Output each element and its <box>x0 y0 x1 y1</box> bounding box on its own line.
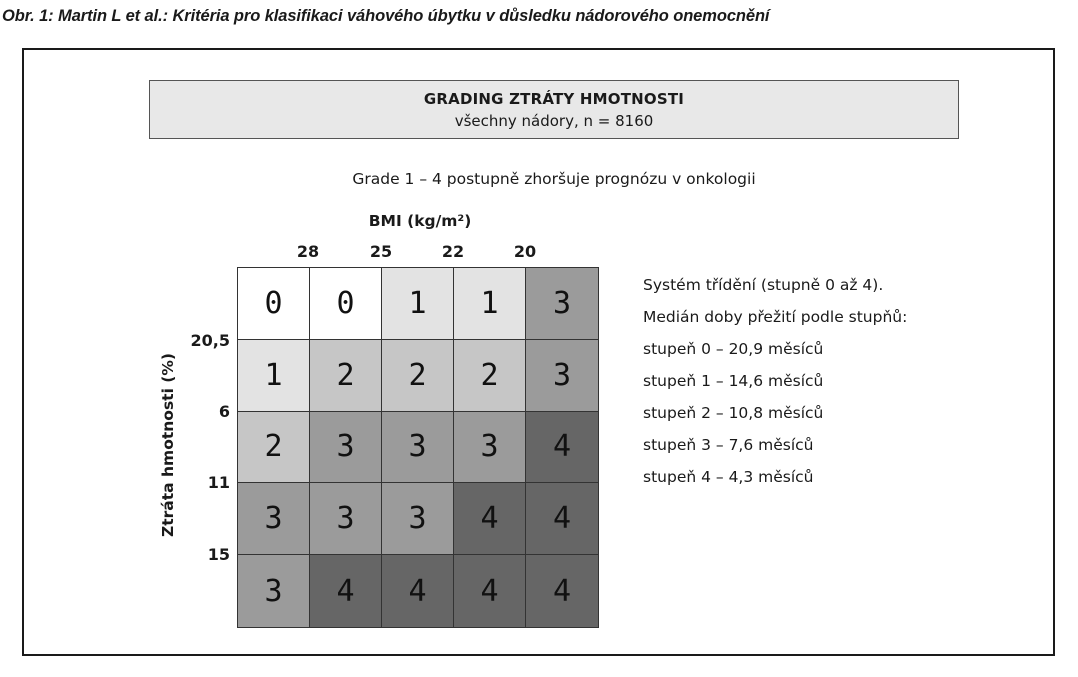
x-tick-25: 25 <box>369 242 393 261</box>
grade-cell: 3 <box>382 412 454 484</box>
grade-cell: 2 <box>454 340 526 412</box>
grade-cell: 4 <box>310 555 382 627</box>
grade-cell: 3 <box>454 412 526 484</box>
legend-line: stupeň 4 – 4,3 měsíců <box>643 468 814 486</box>
legend-line: stupeň 3 – 7,6 měsíců <box>643 436 814 454</box>
grade-cell: 3 <box>310 412 382 484</box>
legend-line: stupeň 2 – 10,8 měsíců <box>643 404 824 422</box>
x-axis-title: BMI (kg/m²) <box>368 212 472 230</box>
grade-cell: 3 <box>310 483 382 555</box>
y-tick-15: 15 <box>207 545 230 564</box>
grade-cell: 4 <box>526 483 598 555</box>
grade-cell: 2 <box>382 340 454 412</box>
x-tick-22: 22 <box>441 242 465 261</box>
grade-cell: 2 <box>310 340 382 412</box>
grade-cell: 4 <box>382 555 454 627</box>
grade-cell: 3 <box>238 555 310 627</box>
grade-cell: 4 <box>526 412 598 484</box>
grade-cell: 0 <box>310 268 382 340</box>
grade-cell: 1 <box>238 340 310 412</box>
y-tick-11: 11 <box>207 473 230 492</box>
legend-line: Medián doby přežití podle stupňů: <box>643 308 908 326</box>
x-tick-28: 28 <box>296 242 320 261</box>
y-tick-6: 6 <box>218 402 230 421</box>
legend-line: stupeň 0 – 20,9 měsíců <box>643 340 824 358</box>
x-tick-20: 20 <box>513 242 537 261</box>
grade-cell: 3 <box>382 483 454 555</box>
grade-cell: 3 <box>526 340 598 412</box>
grade-cell: 2 <box>238 412 310 484</box>
grade-cell: 4 <box>454 483 526 555</box>
grade-cell: 0 <box>238 268 310 340</box>
y-axis-title-text: Ztráta hmotnosti (%) <box>159 353 177 537</box>
legend-line: Systém třídění (stupně 0 až 4). <box>643 276 884 294</box>
prognosis-note: Grade 1 – 4 postupně zhoršuje prognózu v onkologii <box>352 170 756 188</box>
title-box <box>149 80 959 139</box>
grade-cell: 3 <box>526 268 598 340</box>
grade-cell: 3 <box>238 483 310 555</box>
legend-line: stupeň 1 – 14,6 měsíců <box>643 372 824 390</box>
chart-subtitle: všechny nádory, n = 8160 <box>454 112 654 130</box>
figure-caption: Obr. 1: Martin L et al.: Kritéria pro klasifikaci váhového úbytku v důsledku nádorového onemocnění <box>2 7 770 25</box>
y-tick-20-5: 20,5 <box>190 331 230 350</box>
grade-cell: 1 <box>382 268 454 340</box>
legend <box>643 274 907 498</box>
grade-cell: 4 <box>454 555 526 627</box>
chart-title: GRADING ZTRÁTY HMOTNOSTI <box>423 90 685 108</box>
grade-cell: 4 <box>526 555 598 627</box>
grade-grid <box>237 267 599 628</box>
grade-cell: 1 <box>454 268 526 340</box>
